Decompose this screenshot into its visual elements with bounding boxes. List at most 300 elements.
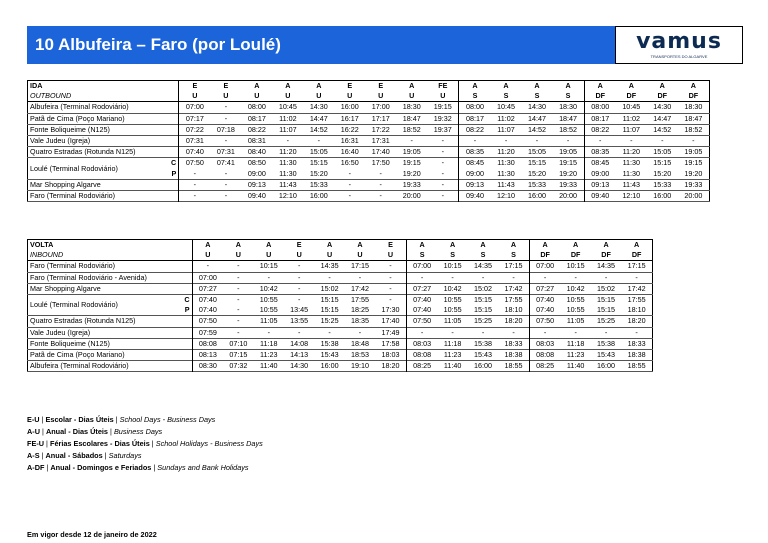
departure-time: - bbox=[604, 272, 608, 282]
type-code: S bbox=[406, 250, 437, 261]
legend-separator: | bbox=[149, 439, 156, 448]
type-code: U bbox=[387, 250, 394, 260]
departure-time: 11:07 bbox=[622, 124, 641, 134]
departure-time: 13:45 bbox=[290, 305, 309, 315]
departure-time: - bbox=[441, 147, 444, 157]
departure-time: 08:00 bbox=[584, 102, 616, 113]
departure-time: 16:00 bbox=[309, 191, 328, 201]
departure-time: 20:00 bbox=[559, 191, 578, 201]
table-row bbox=[28, 179, 710, 190]
departure-time: 18:55 bbox=[627, 361, 646, 371]
legend-description-en: Saturdays bbox=[108, 451, 142, 460]
type-code: DF bbox=[584, 91, 616, 102]
day-code: A bbox=[235, 240, 241, 249]
legend-item bbox=[27, 450, 263, 462]
departure-time: 11:20 bbox=[279, 147, 297, 157]
departure-time: 07:10 bbox=[229, 338, 248, 348]
departure-time: 11:40 bbox=[260, 361, 278, 371]
departure-time: - bbox=[237, 261, 240, 271]
departure-time: 17:40 bbox=[371, 147, 390, 157]
legend-item bbox=[27, 462, 263, 474]
table-row bbox=[28, 350, 653, 361]
platform-side: P bbox=[184, 305, 190, 315]
departure-time: 11:30 bbox=[622, 168, 641, 178]
stop-name: Albufeira (Terminal Rodoviário) bbox=[30, 361, 129, 371]
logo-word: vamus bbox=[636, 29, 722, 54]
departure-time: 10:15 bbox=[259, 261, 278, 271]
departure-time: 18:38 bbox=[627, 350, 646, 360]
type-code: U bbox=[347, 91, 353, 101]
departure-time: 14:47 bbox=[653, 113, 672, 123]
day-code: A bbox=[573, 240, 579, 249]
departure-time: 09:40 bbox=[459, 191, 491, 202]
departure-time: - bbox=[224, 191, 228, 201]
departure-time: - bbox=[379, 168, 382, 178]
departure-time: 10:42 bbox=[259, 283, 278, 293]
departure-time: 08:08 bbox=[192, 338, 223, 349]
departure-time: - bbox=[529, 327, 560, 338]
departure-time: 12:10 bbox=[622, 191, 641, 201]
direction-label-en: INBOUND bbox=[30, 250, 64, 260]
departure-time: 15:33 bbox=[653, 179, 672, 189]
departure-time: 19:20 bbox=[402, 168, 421, 178]
departure-time: 15:38 bbox=[320, 338, 339, 348]
table-row bbox=[28, 327, 653, 338]
departure-time: 18:03 bbox=[381, 350, 400, 360]
legend-description-pt: Anual - Sábados bbox=[45, 451, 103, 460]
departure-time: 15:43 bbox=[320, 350, 339, 360]
departure-time: 08:45 bbox=[459, 158, 491, 169]
departure-time: 17:55 bbox=[627, 295, 646, 305]
departure-time: 10:55 bbox=[443, 295, 462, 305]
departure-time: 18:10 bbox=[504, 305, 523, 315]
departure-time: 15:02 bbox=[320, 283, 339, 293]
type-code: DF bbox=[529, 250, 560, 261]
departure-time: 08:22 bbox=[459, 124, 491, 135]
type-code: U bbox=[192, 250, 223, 261]
departure-time: 07:40 bbox=[406, 305, 437, 316]
departure-time: 18:38 bbox=[504, 350, 523, 360]
legend-code: E-U bbox=[27, 415, 40, 424]
departure-time: 15:38 bbox=[474, 338, 493, 348]
departure-time: 10:45 bbox=[278, 102, 297, 112]
table-row bbox=[28, 102, 710, 113]
departure-time: 08:35 bbox=[459, 147, 491, 158]
header-row-days bbox=[28, 240, 653, 251]
departure-time: - bbox=[348, 179, 351, 189]
type-code: S bbox=[565, 91, 571, 101]
departure-time: 11:18 bbox=[566, 338, 585, 348]
departure-time: - bbox=[192, 261, 223, 272]
departure-time: 11:43 bbox=[622, 179, 641, 189]
day-code: A bbox=[316, 81, 322, 90]
departure-time: 17:55 bbox=[350, 295, 369, 305]
departure-time: 18:25 bbox=[350, 305, 369, 315]
departure-time: - bbox=[535, 136, 539, 146]
departure-time: 08:00 bbox=[459, 102, 491, 113]
departure-time: - bbox=[224, 168, 228, 178]
departure-time: 17:42 bbox=[504, 283, 523, 293]
departure-time: 09:00 bbox=[459, 169, 491, 180]
departure-time: 14:30 bbox=[309, 102, 328, 112]
legend-description-en: School Holidays - Business Days bbox=[155, 439, 263, 448]
departure-time: 08:08 bbox=[529, 350, 560, 361]
type-code: DF bbox=[657, 91, 668, 101]
stop-name: Faro (Terminal Rodoviário - Avenida) bbox=[30, 272, 147, 282]
departure-time: 19:15 bbox=[684, 158, 703, 168]
table-row bbox=[28, 316, 653, 327]
departure-time: 15:15 bbox=[597, 295, 616, 305]
departure-time: 11:07 bbox=[497, 124, 515, 134]
departure-time: 16:22 bbox=[340, 124, 359, 134]
departure-time: 08:17 bbox=[584, 113, 616, 124]
day-code: E bbox=[347, 81, 353, 90]
departure-time: 07:59 bbox=[192, 327, 223, 338]
platform-side: C bbox=[184, 295, 190, 305]
departure-time: - bbox=[584, 136, 616, 147]
departure-time: 07:00 bbox=[179, 102, 211, 113]
departure-time: 07:40 bbox=[406, 295, 437, 306]
table-row bbox=[28, 158, 710, 169]
departure-time: - bbox=[389, 295, 392, 305]
stop-name: Fonte Boliqueime (N125) bbox=[30, 124, 110, 134]
type-code: S bbox=[511, 250, 516, 260]
departure-time: - bbox=[406, 272, 437, 283]
type-code: DF bbox=[626, 91, 637, 101]
day-code: A bbox=[628, 81, 634, 90]
departure-time: 20:00 bbox=[402, 191, 421, 201]
departure-time: - bbox=[604, 327, 608, 337]
departure-time: - bbox=[224, 179, 228, 189]
table-row bbox=[28, 147, 710, 158]
departure-time: 15:38 bbox=[597, 338, 616, 348]
departure-time: - bbox=[635, 272, 638, 282]
departure-time: 11:20 bbox=[497, 147, 515, 157]
departure-time: 08:50 bbox=[247, 158, 266, 168]
departure-time: - bbox=[459, 136, 491, 147]
departure-time: - bbox=[179, 179, 211, 190]
departure-time: 07:15 bbox=[229, 350, 248, 360]
departure-time: 14:13 bbox=[290, 350, 309, 360]
day-code: E bbox=[296, 240, 302, 249]
departure-time: 19:10 bbox=[350, 361, 369, 371]
day-code: E bbox=[388, 240, 393, 249]
departure-time: - bbox=[379, 179, 382, 189]
departure-time: 08:31 bbox=[247, 136, 266, 146]
departure-time: 19:20 bbox=[684, 168, 703, 178]
departure-time: 15:20 bbox=[653, 168, 672, 178]
departure-time: 07:40 bbox=[529, 295, 560, 306]
day-code: A bbox=[634, 240, 640, 249]
departure-time: - bbox=[237, 316, 240, 326]
departure-time: 12:10 bbox=[497, 191, 516, 201]
departure-time: 10:55 bbox=[259, 295, 278, 305]
departure-time: - bbox=[224, 113, 228, 123]
departure-time: - bbox=[237, 305, 240, 315]
departure-time: - bbox=[237, 283, 240, 293]
departure-time: 15:02 bbox=[474, 283, 493, 293]
day-code: E bbox=[378, 81, 384, 90]
header-row-days bbox=[28, 81, 710, 92]
day-code: A bbox=[450, 240, 456, 249]
table-row bbox=[28, 124, 710, 135]
departure-time: 08:40 bbox=[247, 147, 266, 157]
departure-time: 15:20 bbox=[528, 168, 546, 178]
departure-time: 11:05 bbox=[443, 316, 462, 326]
departure-time: 18:30 bbox=[402, 102, 421, 112]
table-row bbox=[28, 272, 653, 283]
stop-name: Faro (Terminal Rodoviário) bbox=[30, 191, 116, 201]
departure-time: 17:55 bbox=[504, 295, 523, 305]
stop-name: Quatro Estradas (Rotunda N125) bbox=[30, 147, 136, 157]
departure-time: 19:05 bbox=[684, 147, 703, 157]
departure-time: 16:40 bbox=[340, 147, 359, 157]
inbound-timetable bbox=[27, 239, 653, 372]
departure-time: 19:32 bbox=[433, 113, 452, 123]
departure-time: 15:02 bbox=[597, 283, 616, 293]
legend-separator: | bbox=[107, 427, 114, 436]
departure-time: - bbox=[379, 191, 382, 201]
legend-separator: | bbox=[102, 451, 109, 460]
legend-description-pt: Anual - Dias Úteis bbox=[45, 427, 108, 436]
departure-time: 08:35 bbox=[584, 147, 616, 158]
departure-time: 08:13 bbox=[192, 350, 223, 361]
departure-time: - bbox=[529, 272, 560, 283]
legend-description-en: School Days - Business Days bbox=[119, 415, 216, 424]
stop-name: Loulé (Terminal Rodoviário) bbox=[30, 163, 118, 173]
departure-time: - bbox=[224, 102, 228, 112]
departure-time: 18:30 bbox=[684, 102, 703, 112]
departure-time: - bbox=[441, 158, 444, 168]
departure-time: 08:22 bbox=[584, 124, 616, 135]
departure-time: - bbox=[179, 191, 211, 202]
stop-name: Patã de Cima (Poço Mariano) bbox=[30, 350, 125, 360]
departure-time: 16:00 bbox=[474, 361, 493, 371]
type-code: S bbox=[534, 91, 540, 101]
departure-time: 19:33 bbox=[402, 179, 421, 189]
table-row bbox=[28, 261, 653, 272]
departure-time: 16:00 bbox=[320, 361, 339, 371]
stop-name: Mar Shopping Algarve bbox=[30, 283, 101, 293]
departure-time: - bbox=[237, 295, 240, 305]
departure-time: 14:30 bbox=[528, 102, 546, 112]
table-row bbox=[28, 338, 653, 349]
stop-name: Fonte Boliqueime (N125) bbox=[30, 338, 110, 348]
day-code: E bbox=[179, 81, 211, 92]
departure-time: 10:45 bbox=[622, 102, 641, 112]
departure-time: 14:47 bbox=[528, 113, 546, 123]
legend-item bbox=[27, 438, 263, 450]
departure-time: 18:35 bbox=[350, 316, 369, 326]
departure-time: 16:00 bbox=[340, 102, 359, 112]
type-code: U bbox=[179, 91, 211, 102]
departure-time: 17:30 bbox=[381, 305, 400, 315]
departure-time: 17:40 bbox=[381, 316, 400, 326]
legend-separator: | bbox=[39, 427, 46, 436]
day-code: A bbox=[192, 240, 223, 251]
type-code: U bbox=[235, 250, 241, 260]
departure-time: 07:50 bbox=[192, 316, 223, 327]
departure-time: - bbox=[661, 136, 664, 146]
departure-time: 08:03 bbox=[406, 338, 437, 349]
departure-time: 14:08 bbox=[290, 338, 309, 348]
vamus-logo bbox=[615, 26, 743, 64]
day-code: A bbox=[565, 81, 571, 90]
departure-time: 16:00 bbox=[653, 191, 672, 201]
departure-time: 07:22 bbox=[179, 124, 211, 135]
departure-time: 11:23 bbox=[443, 350, 462, 360]
departure-time: 07:17 bbox=[179, 113, 211, 124]
day-code: A bbox=[254, 81, 260, 90]
departure-time: 15:05 bbox=[528, 147, 546, 157]
departure-time: - bbox=[267, 327, 270, 337]
departure-time: - bbox=[237, 272, 240, 282]
departure-time: 11:18 bbox=[443, 338, 462, 348]
departure-time: 18:52 bbox=[559, 124, 578, 134]
departure-time: 10:42 bbox=[566, 283, 585, 293]
departure-time: 17:42 bbox=[627, 283, 646, 293]
departure-time: 17:15 bbox=[350, 261, 369, 271]
day-code: A bbox=[480, 240, 486, 249]
page-title: 10 Albufeira – Faro (por Loulé) bbox=[27, 26, 615, 64]
departure-time: 07:32 bbox=[229, 361, 248, 371]
type-code: U bbox=[378, 91, 384, 101]
type-code: U bbox=[266, 250, 272, 260]
day-code: A bbox=[529, 240, 560, 251]
departure-time: 15:15 bbox=[597, 305, 616, 315]
day-code: A bbox=[326, 240, 333, 249]
legend-description-pt: Escolar - Dias Úteis bbox=[45, 415, 114, 424]
type-code: U bbox=[409, 91, 415, 101]
departure-time: 16:31 bbox=[340, 136, 359, 146]
day-code: A bbox=[459, 81, 491, 92]
departure-time: - bbox=[267, 272, 270, 282]
departure-time: 15:15 bbox=[653, 158, 672, 168]
departure-time: 18:30 bbox=[559, 102, 578, 112]
stop-name: Albufeira (Terminal Rodoviário) bbox=[30, 102, 129, 112]
departure-time: - bbox=[358, 327, 362, 337]
table-row bbox=[28, 361, 653, 372]
departure-time: 07:00 bbox=[529, 261, 560, 272]
departure-time: - bbox=[406, 327, 437, 338]
departure-time: 18:48 bbox=[350, 338, 369, 348]
departure-time: 15:15 bbox=[320, 305, 339, 315]
departure-time: 15:33 bbox=[309, 179, 328, 189]
departure-time: - bbox=[574, 327, 577, 337]
departure-time: 17:15 bbox=[627, 261, 646, 271]
departure-time: 10:55 bbox=[443, 305, 462, 315]
outbound-timetable bbox=[27, 80, 710, 202]
departure-time: 17:42 bbox=[350, 283, 369, 293]
day-code: FE bbox=[438, 81, 448, 90]
departure-time: 08:08 bbox=[406, 350, 437, 361]
departure-time: 07:41 bbox=[216, 158, 235, 168]
type-code: U bbox=[254, 91, 260, 101]
departure-time: 19:37 bbox=[433, 124, 452, 134]
departure-time: 17:22 bbox=[371, 124, 390, 134]
departure-time: 11:43 bbox=[279, 179, 297, 189]
type-code: U bbox=[440, 91, 446, 101]
departure-time: 07:50 bbox=[406, 316, 437, 327]
table-row bbox=[28, 113, 710, 124]
departure-time: 07:50 bbox=[179, 158, 211, 169]
departure-time: - bbox=[441, 136, 444, 146]
departure-time: 11:07 bbox=[279, 124, 297, 134]
type-code: DF bbox=[570, 250, 581, 260]
departure-time: 07:50 bbox=[529, 316, 560, 327]
type-code: S bbox=[459, 91, 491, 102]
direction-label-en: OUTBOUND bbox=[30, 91, 72, 101]
departure-time: 15:15 bbox=[474, 305, 493, 315]
departure-time: 08:03 bbox=[529, 338, 560, 349]
departure-time: 14:30 bbox=[290, 361, 309, 371]
departure-time: 08:45 bbox=[584, 158, 616, 169]
departure-time: 15:33 bbox=[528, 179, 546, 189]
day-code: A bbox=[534, 81, 540, 90]
departure-time: - bbox=[286, 136, 290, 146]
departure-time: 09:00 bbox=[584, 169, 616, 180]
departure-time: - bbox=[389, 283, 392, 293]
logo-subtitle: TRANSPORTES DO ALGARVE bbox=[650, 54, 708, 59]
departure-time: 10:55 bbox=[566, 295, 585, 305]
departure-time: 14:52 bbox=[653, 124, 672, 134]
departure-time: - bbox=[328, 327, 331, 337]
type-code: U bbox=[357, 250, 363, 260]
day-code: A bbox=[503, 81, 509, 90]
table-row bbox=[28, 283, 653, 294]
departure-time: - bbox=[237, 327, 240, 337]
departure-time: 14:47 bbox=[309, 113, 328, 123]
departure-time: 11:30 bbox=[279, 158, 297, 168]
departure-time: - bbox=[451, 327, 454, 337]
departure-time: 10:55 bbox=[259, 305, 278, 315]
departure-time: 09:40 bbox=[584, 191, 616, 202]
departure-time: 15:05 bbox=[309, 147, 328, 157]
departure-time: - bbox=[358, 272, 362, 282]
departure-time: 19:33 bbox=[559, 179, 578, 189]
departure-time: - bbox=[297, 327, 301, 337]
direction-label: IDA bbox=[30, 81, 43, 90]
departure-time: 11:23 bbox=[260, 350, 278, 360]
departure-time: 16:00 bbox=[528, 191, 546, 201]
departure-time: 08:25 bbox=[529, 361, 560, 372]
header bbox=[27, 26, 743, 64]
legend-code: A-S bbox=[27, 451, 40, 460]
departure-time: 10:15 bbox=[566, 261, 585, 271]
departure-time: 13:55 bbox=[290, 316, 309, 326]
departure-time: 09:40 bbox=[247, 191, 266, 201]
departure-time: - bbox=[297, 261, 301, 271]
stop-name: Loulé (Terminal Rodoviário) bbox=[30, 300, 118, 310]
departure-time: 07:40 bbox=[529, 305, 560, 316]
departure-time: 17:00 bbox=[371, 102, 390, 112]
departure-time: - bbox=[410, 136, 413, 146]
departure-time: 11:30 bbox=[622, 158, 641, 168]
departure-time: 08:30 bbox=[192, 361, 223, 372]
departure-time: 16:00 bbox=[597, 361, 616, 371]
departure-time: - bbox=[179, 169, 211, 180]
departure-time: - bbox=[328, 272, 331, 282]
type-code: U bbox=[223, 91, 229, 101]
day-code: A bbox=[659, 81, 665, 90]
departure-time: 15:05 bbox=[653, 147, 672, 157]
departure-time: - bbox=[504, 136, 508, 146]
day-code: A bbox=[690, 81, 696, 90]
departure-time: 11:20 bbox=[622, 147, 641, 157]
legend-separator: | bbox=[44, 439, 50, 448]
day-code: E bbox=[223, 81, 229, 90]
departure-time: 14:30 bbox=[653, 102, 672, 112]
